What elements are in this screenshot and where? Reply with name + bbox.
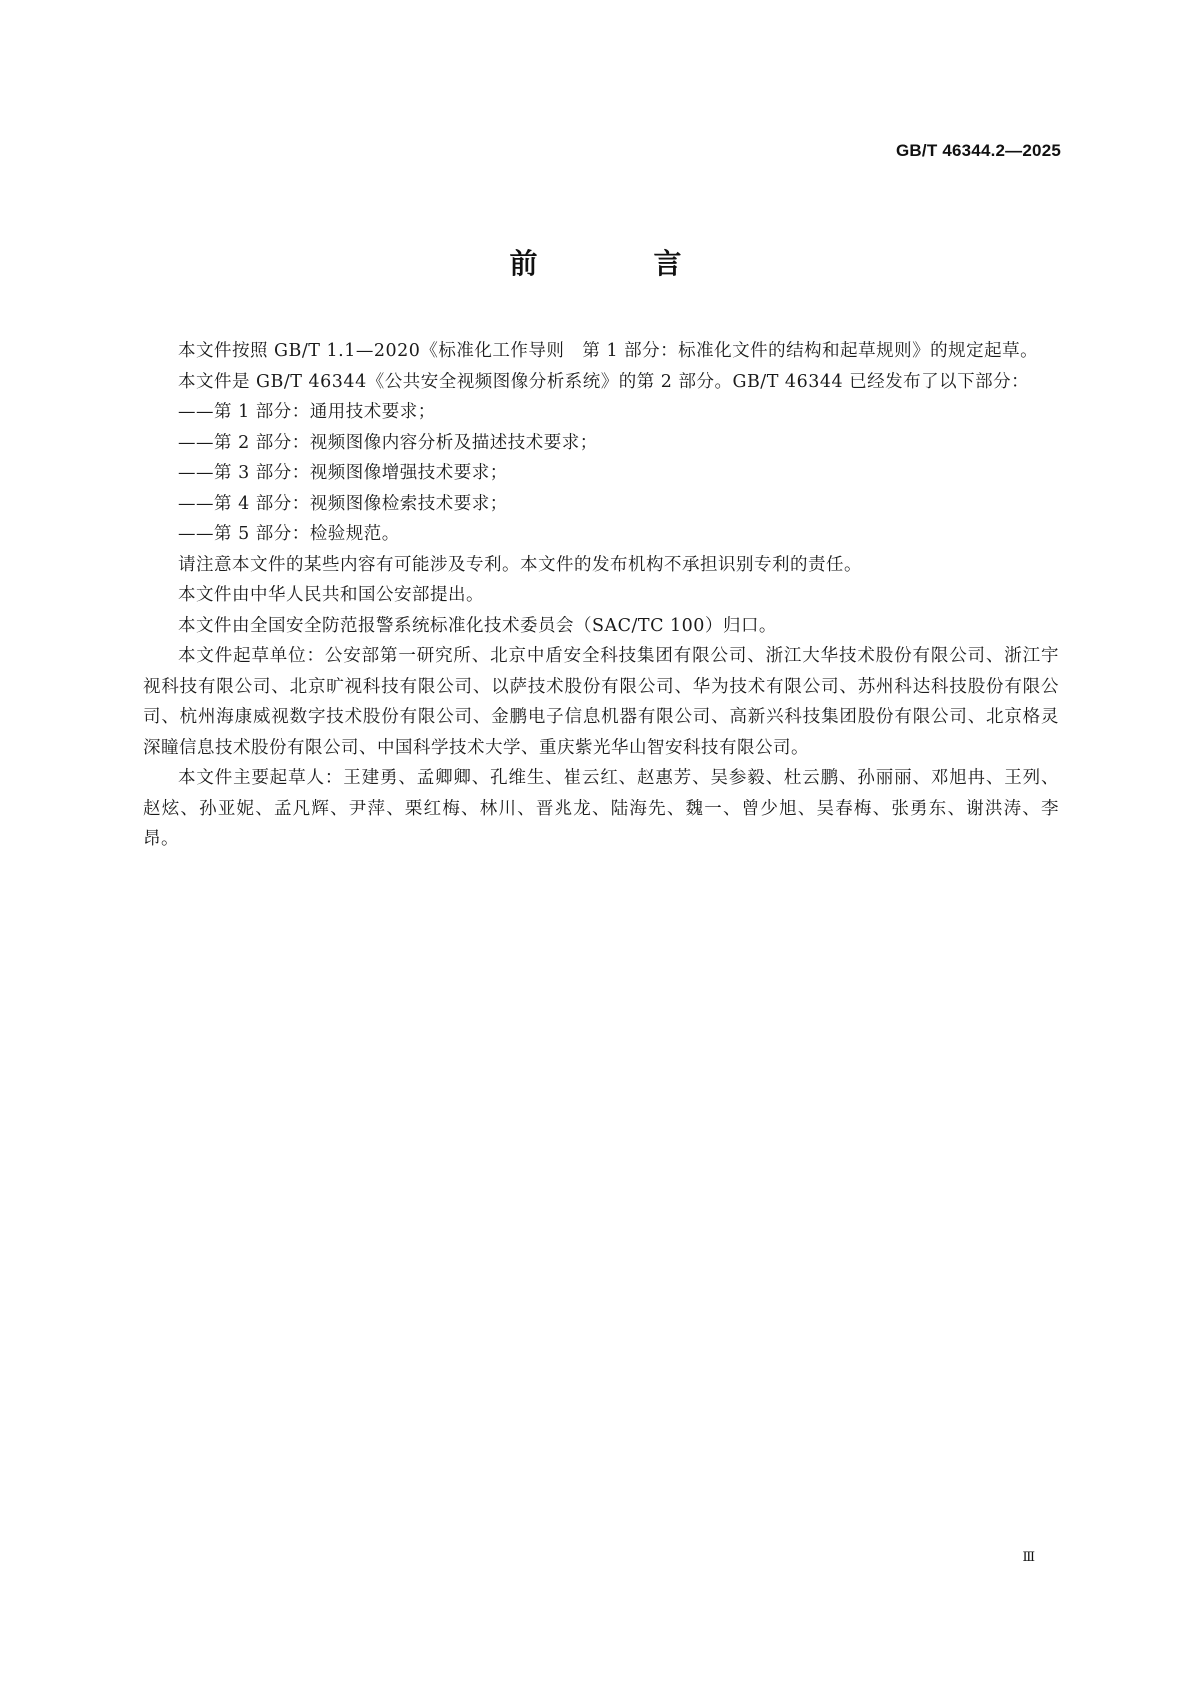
list-item-part-3: ——第 3 部分：视频图像增强技术要求； [178,463,508,483]
paragraph-committee: 本文件由全国安全防范报警系统标准化技术委员会（SAC/TC 100）归口。 [178,615,777,636]
list-item-part-4: ——第 4 部分：视频图像检索技术要求； [178,493,508,514]
page-number: Ⅲ [1022,1550,1035,1565]
foreword-body [143,336,1059,855]
paragraph-drafters: 本文件主要起草人：王建勇、孟卿卿、孔维生、崔云红、赵惠芳、吴参毅、杜云鹏、孙丽丽、邓旭冉、王列、赵炫、孙亚妮、孟凡辉、尹萍、栗红梅、林川、晋兆龙、陆海先、魏一、曾少旭、吴春梅、张勇东、谢洪涛、李昂。 [143,768,1059,849]
list-item-part-2: ——第 2 部分：视频图像内容分析及描述技术要求； [178,432,598,453]
paragraph-drafting-rules: 本文件按照 GB/T 1.1—2020《标准化工作导则 第 1 部分：标准化文件的结构和起草规则》的规定起草。 [178,341,1039,361]
paragraph-drafting-units: 本文件起草单位：公安部第一研究所、北京中盾安全科技集团有限公司、浙江大华技术股份有限公司、浙江宇视科技有限公司、北京旷视科技有限公司、以萨技术股份有限公司、华为技术有限公司、苏州科达科技股份有限公司、杭州海康威视数字技术股份有限公司、金鹏电子信息机器有限公司、高新兴科技集团股份有限公司、北京格灵深瞳信息技术股份有限公司、中国科学技术大学、重庆紫光华山智安科技有限公司。 [143,646,1059,758]
page-title: 前 言 [509,247,726,280]
paragraph-patent-notice: 请注意本文件的某些内容有可能涉及专利。本文件的发布机构不承担识别专利的责任。 [178,554,862,575]
list-item-part-5: ——第 5 部分：检验规范。 [178,524,400,544]
standard-code: GB/T 46344.2—2025 [896,141,1061,160]
paragraph-proposer: 本文件由中华人民共和国公安部提出。 [178,585,484,605]
list-item-part-1: ——第 1 部分：通用技术要求； [178,402,436,422]
paragraph-series-intro: 本文件是 GB/T 46344《公共安全视频图像分析系统》的第 2 部分。GB/T 46344 已经发布了以下部分： [178,371,1030,392]
